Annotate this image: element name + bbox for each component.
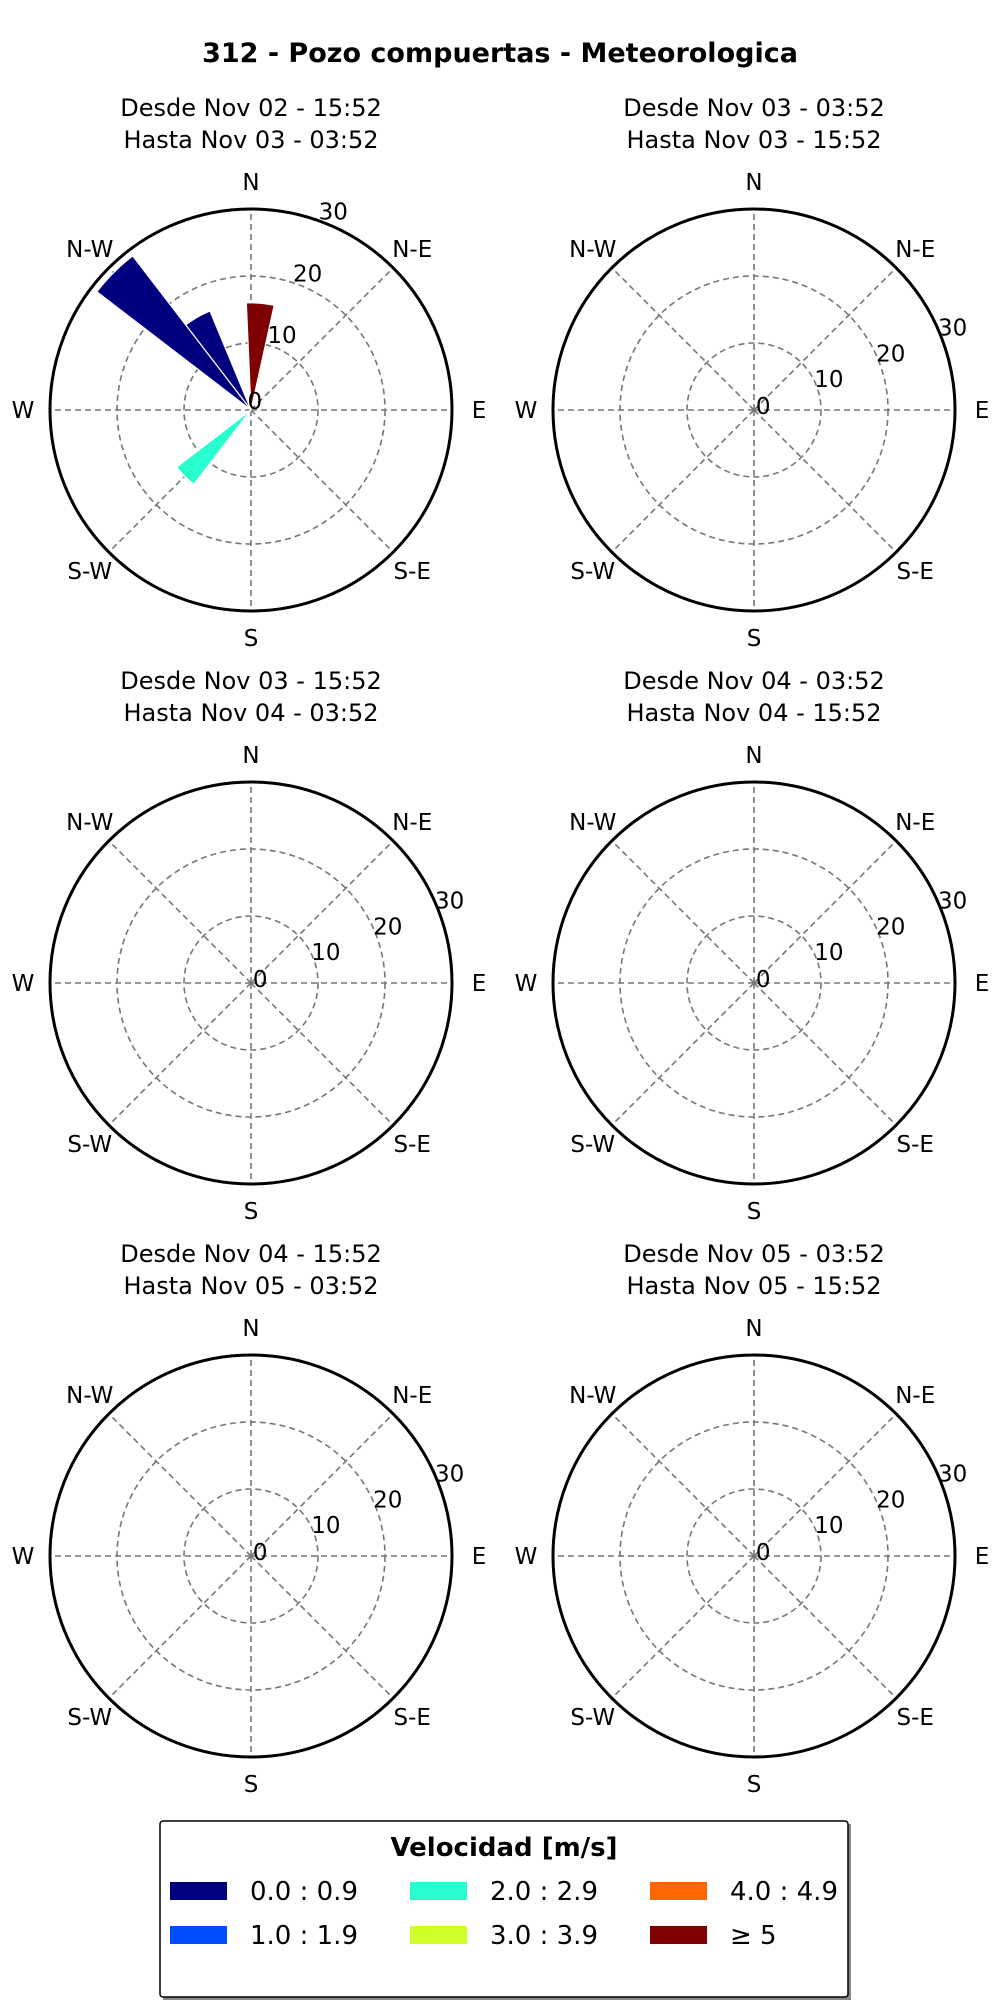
legend-label: 1.0 : 1.9	[250, 1921, 358, 1951]
panel-desde-label: Desde Nov 03 - 03:52	[623, 94, 885, 122]
legend	[160, 1821, 851, 2000]
radial-gridline	[754, 410, 896, 552]
radial-tick-label: 0	[252, 967, 268, 994]
wind-bar	[97, 256, 251, 410]
legend-label: 4.0 : 4.9	[730, 1877, 838, 1907]
legend-swatch	[170, 1882, 227, 1900]
direction-label: N	[745, 170, 763, 196]
radial-tick-label: 10	[814, 367, 844, 394]
direction-label: N	[242, 170, 260, 196]
direction-label: N-W	[569, 1382, 617, 1409]
direction-label: N-E	[895, 809, 936, 836]
direction-label: S	[746, 1772, 762, 1798]
legend-swatch	[410, 1882, 467, 1900]
direction-label: S-W	[67, 1132, 113, 1159]
legend-swatch	[170, 1926, 227, 1944]
direction-label: S-E	[896, 1132, 934, 1159]
radial-tick-label: 10	[814, 1513, 844, 1540]
radial-gridline	[612, 1556, 754, 1698]
direction-label: W	[514, 1544, 538, 1570]
direction-label: N-E	[895, 236, 936, 263]
radial-tick-label: 30	[937, 315, 968, 342]
wind-bar	[177, 410, 251, 484]
direction-label: N-W	[569, 809, 617, 836]
direction-label: N-W	[66, 236, 114, 263]
radial-gridline	[251, 1556, 393, 1698]
wind-rose-panel	[12, 1240, 487, 1798]
radial-gridline	[612, 983, 754, 1125]
panel-desde-label: Desde Nov 04 - 03:52	[623, 667, 885, 695]
radial-tick-label: 0	[755, 394, 771, 421]
direction-label: N	[242, 743, 260, 769]
radial-tick-label: 30	[318, 199, 348, 226]
radial-tick-label: 30	[434, 888, 465, 915]
radial-tick-label: 30	[937, 888, 968, 915]
radial-tick-label: 10	[814, 940, 844, 967]
direction-label: W	[514, 398, 538, 424]
radial-gridline	[251, 983, 393, 1125]
direction-label: N	[745, 1316, 763, 1342]
radial-gridline	[109, 983, 251, 1125]
radial-tick-label: 20	[373, 1487, 403, 1514]
legend-label: ≥ 5	[730, 1921, 777, 1951]
radial-tick-label: 20	[292, 261, 323, 288]
direction-label: S-W	[570, 559, 616, 586]
direction-label: E	[471, 398, 487, 424]
panel-hasta-label: Hasta Nov 05 - 15:52	[626, 1272, 882, 1300]
direction-label: S-E	[393, 1132, 431, 1159]
panel-hasta-label: Hasta Nov 04 - 15:52	[626, 699, 882, 727]
radial-tick-label: 30	[937, 1461, 968, 1488]
legend-swatch	[650, 1926, 707, 1944]
radial-tick-label: 20	[876, 341, 906, 368]
wind-rose-panels	[12, 94, 990, 1798]
legend-swatch	[650, 1882, 707, 1900]
direction-label: E	[974, 1544, 990, 1570]
direction-label: S	[243, 1772, 259, 1798]
direction-label: N-W	[569, 236, 617, 263]
radial-tick-label: 0	[247, 388, 263, 415]
radial-gridline	[754, 983, 896, 1125]
panel-desde-label: Desde Nov 02 - 15:52	[120, 94, 382, 122]
panel-hasta-label: Hasta Nov 03 - 15:52	[626, 126, 882, 154]
radial-tick-label: 30	[434, 1461, 465, 1488]
direction-label: S-W	[570, 1132, 616, 1159]
direction-label: N-E	[392, 809, 433, 836]
direction-label: N	[745, 743, 763, 769]
direction-label: S-E	[393, 1705, 431, 1732]
legend-title: Velocidad [m/s]	[390, 1833, 618, 1863]
radial-tick-label: 0	[755, 967, 771, 994]
direction-label: E	[471, 1544, 487, 1570]
wind-rose-panel	[515, 94, 990, 652]
radial-tick-label: 10	[311, 1513, 341, 1540]
wind-rose-panel	[12, 667, 487, 1225]
direction-label: W	[11, 1544, 35, 1570]
direction-label: S-E	[896, 1705, 934, 1732]
radial-tick-label: 0	[252, 1540, 268, 1567]
direction-label: N-W	[66, 1382, 114, 1409]
radial-gridline	[251, 410, 393, 552]
radial-gridline	[109, 841, 251, 983]
figure-title: 312 - Pozo compuertas - Meteorologica	[202, 38, 798, 69]
direction-label: N-E	[895, 1382, 936, 1409]
radial-gridline	[612, 410, 754, 552]
radial-tick-label: 0	[755, 1540, 771, 1567]
wind-rose-panel	[12, 94, 487, 652]
panel-desde-label: Desde Nov 05 - 03:52	[623, 1240, 885, 1268]
radial-gridline	[754, 1556, 896, 1698]
radial-tick-label: 20	[876, 914, 906, 941]
direction-label: S	[243, 1199, 259, 1225]
legend-label: 3.0 : 3.9	[490, 1921, 598, 1951]
direction-label: W	[514, 971, 538, 997]
direction-label: S-E	[393, 559, 431, 586]
direction-label: N	[242, 1316, 260, 1342]
direction-label: S	[746, 626, 762, 652]
panel-hasta-label: Hasta Nov 03 - 03:52	[123, 126, 379, 154]
direction-label: N-E	[392, 1382, 433, 1409]
panel-desde-label: Desde Nov 04 - 15:52	[120, 1240, 382, 1268]
radial-tick-label: 20	[876, 1487, 906, 1514]
direction-label: S-E	[896, 559, 934, 586]
legend-label: 2.0 : 2.9	[490, 1877, 598, 1907]
radial-gridline	[612, 841, 754, 983]
radial-gridline	[109, 1414, 251, 1556]
radial-gridline	[612, 1414, 754, 1556]
direction-label: S	[243, 626, 259, 652]
direction-label: S-W	[67, 559, 113, 586]
radial-tick-label: 20	[373, 914, 403, 941]
direction-label: S	[746, 1199, 762, 1225]
radial-gridline	[612, 268, 754, 410]
direction-label: S-W	[570, 1705, 616, 1732]
direction-label: E	[974, 398, 990, 424]
radial-tick-label: 10	[311, 940, 341, 967]
radial-tick-label: 10	[267, 323, 297, 350]
direction-label: N-E	[392, 236, 433, 263]
direction-label: W	[11, 971, 35, 997]
panel-hasta-label: Hasta Nov 05 - 03:52	[123, 1272, 379, 1300]
direction-label: E	[974, 971, 990, 997]
direction-label: S-W	[67, 1705, 113, 1732]
legend-label: 0.0 : 0.9	[250, 1877, 358, 1907]
panel-desde-label: Desde Nov 03 - 15:52	[120, 667, 382, 695]
wind-rose-panel	[515, 667, 990, 1225]
direction-label: E	[471, 971, 487, 997]
panel-hasta-label: Hasta Nov 04 - 03:52	[123, 699, 379, 727]
direction-label: W	[11, 398, 35, 424]
direction-label: N-W	[66, 809, 114, 836]
legend-swatch	[410, 1926, 467, 1944]
radial-gridline	[109, 1556, 251, 1698]
wind-rose-panel	[515, 1240, 990, 1798]
